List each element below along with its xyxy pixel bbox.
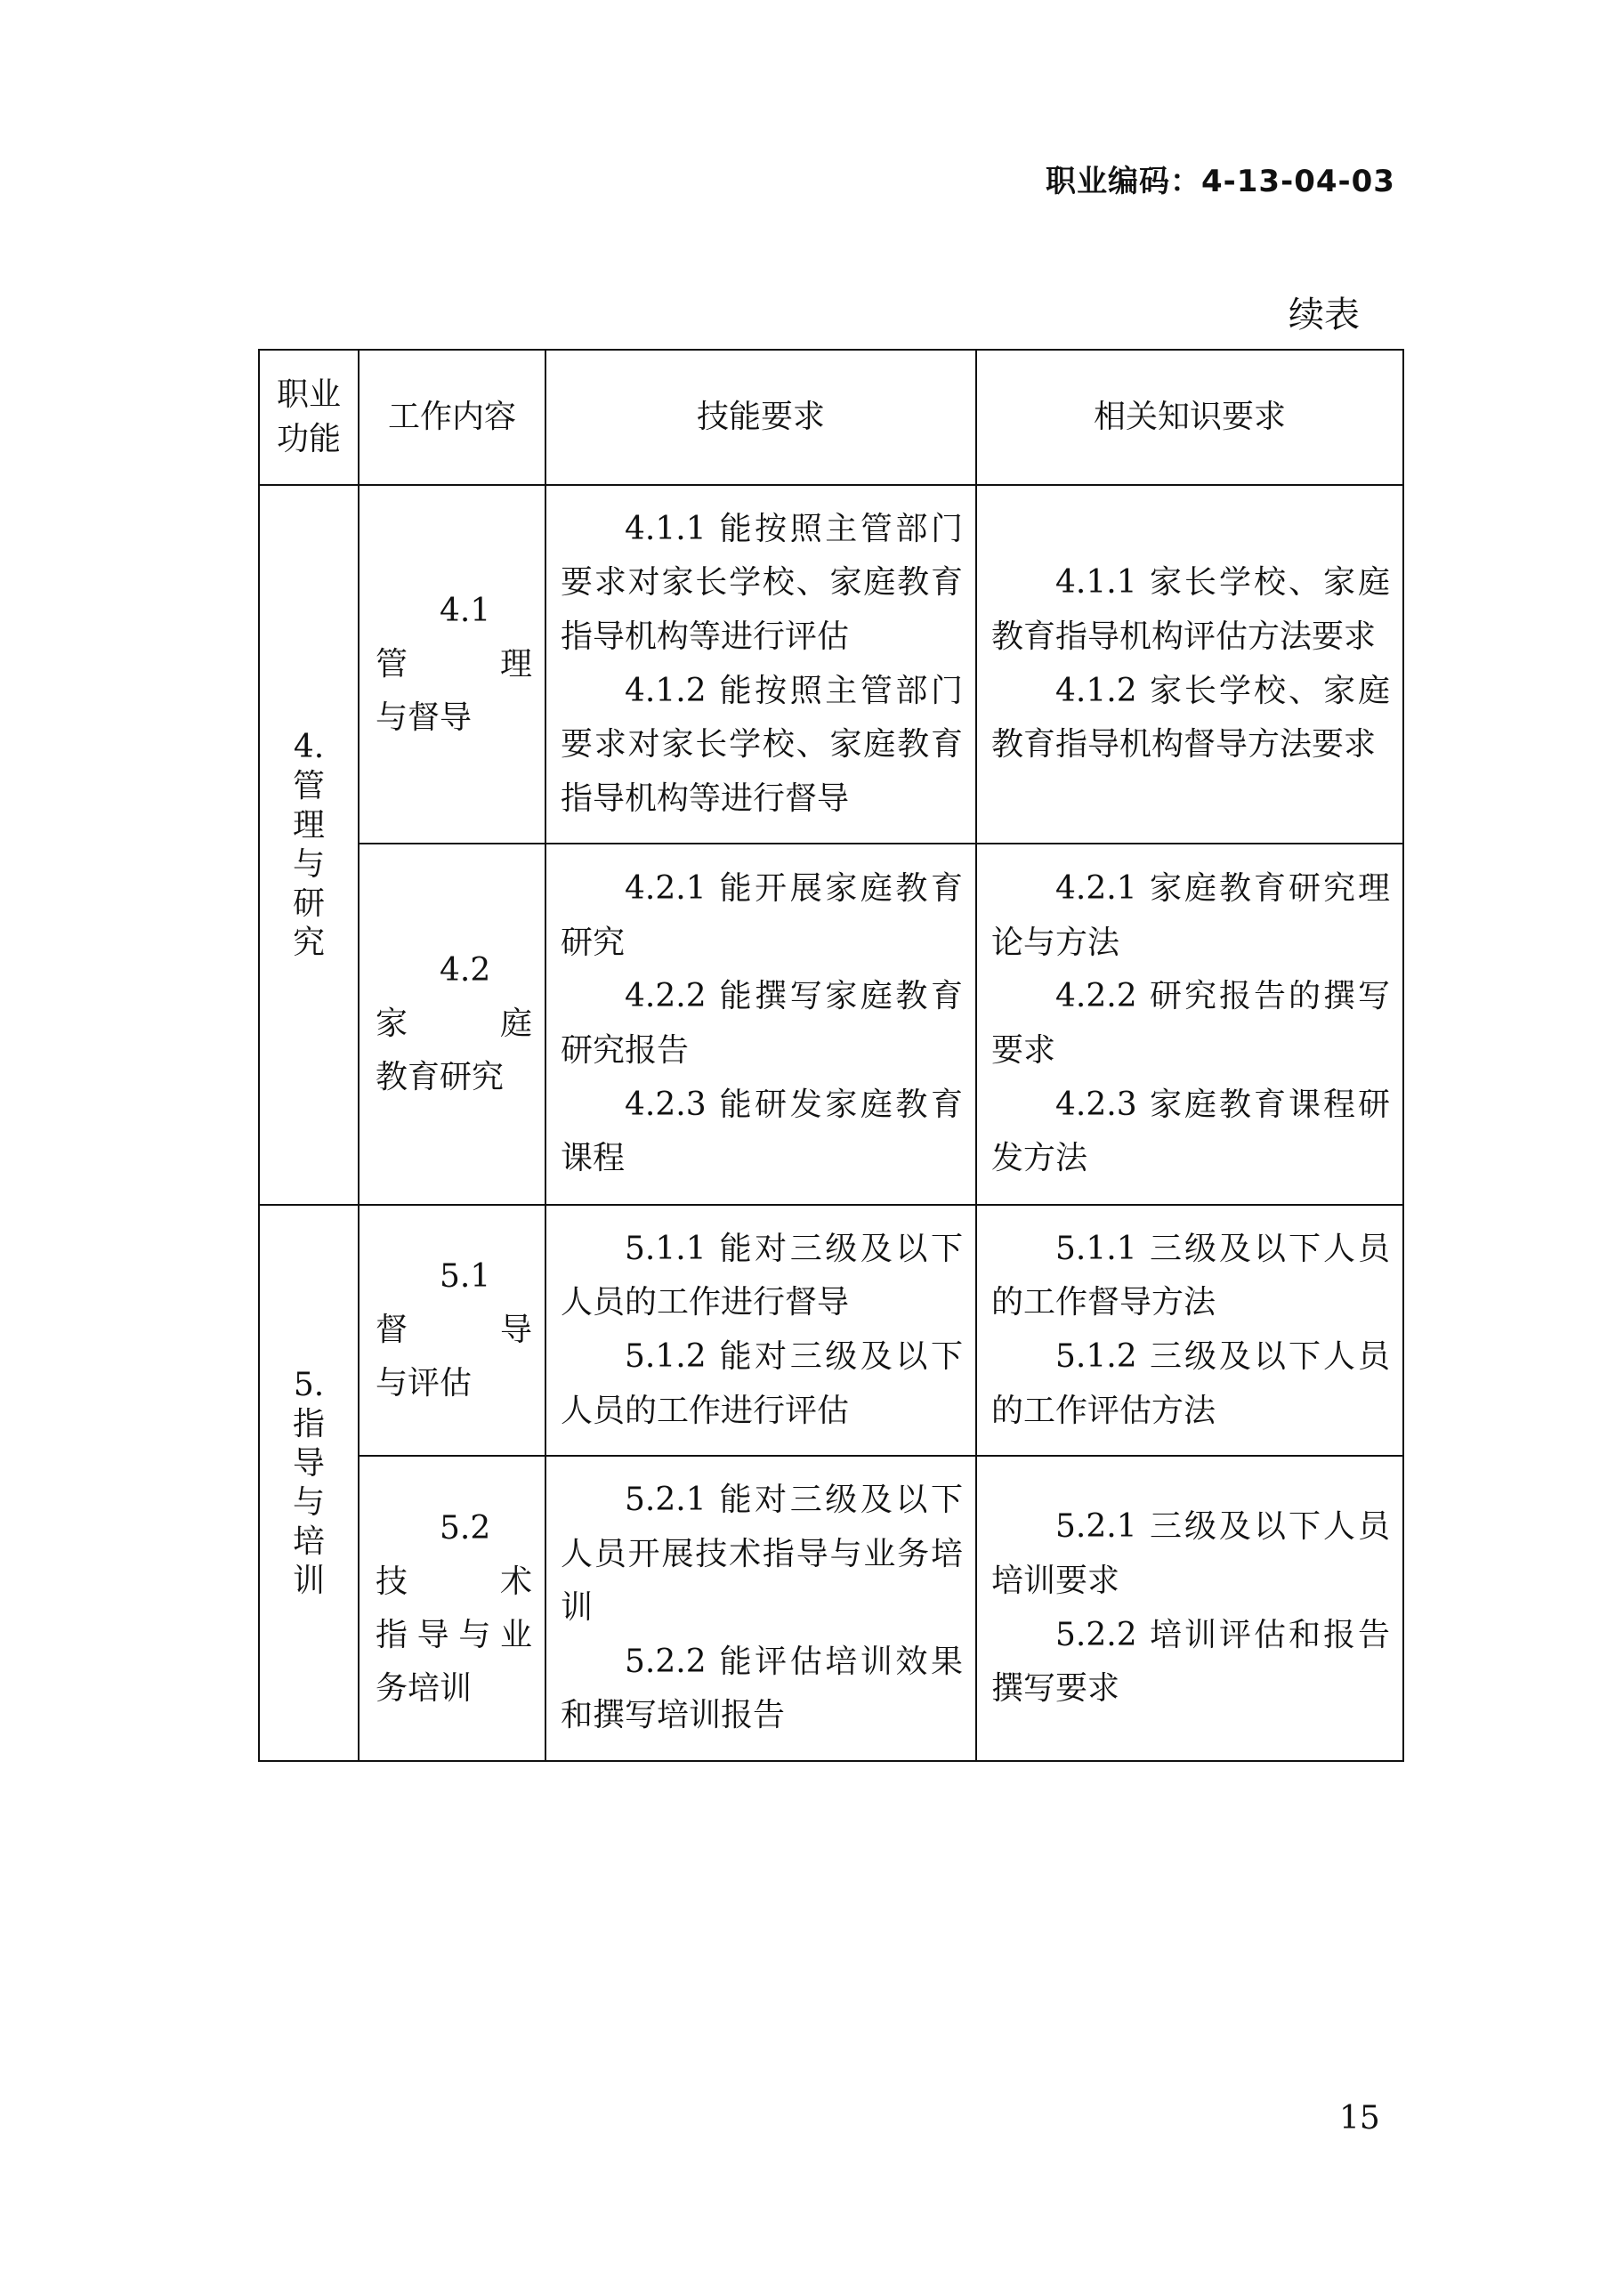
continued-label: 续表 xyxy=(1289,295,1360,335)
header-knowledge: 相关知识要求 xyxy=(976,350,1403,485)
table-row xyxy=(259,485,1403,844)
knowledge-item: 5.2.2 培训评估和报告撰写要求 xyxy=(991,1616,1390,1708)
table-header-row xyxy=(259,350,1403,485)
header-function: 职业功能 xyxy=(259,350,359,485)
work-content-cell: 5.2 技术 指导与业务培训 xyxy=(359,1456,545,1761)
skill-item: 5.1.2 能对三级及以下人员的工作进行评估 xyxy=(561,1338,963,1429)
skill-standard-table xyxy=(258,349,1404,1762)
work-content-cell: 4.2 家庭 教育研究 xyxy=(359,844,545,1205)
skill-item: 4.1.2 能按照主管部门要求对家长学校、家庭教育指导机构等进行督导 xyxy=(561,672,963,817)
skills-cell xyxy=(545,1456,976,1761)
knowledge-cell xyxy=(976,1205,1403,1456)
skill-item: 5.2.2 能评估培训效果和撰写培训报告 xyxy=(561,1643,963,1734)
knowledge-item: 4.2.2 研究报告的撰写要求 xyxy=(991,978,1390,1069)
function-cell: 4. 管 理 与 研 究 xyxy=(259,485,359,1205)
skills-cell xyxy=(545,1205,976,1456)
knowledge-item: 4.1.1 家长学校、家庭教育指导机构评估方法要求 xyxy=(991,564,1390,655)
occupation-code: 职业编码：4-13-04-03 xyxy=(1046,164,1395,199)
knowledge-item: 5.1.2 三级及以下人员的工作评估方法 xyxy=(991,1338,1390,1429)
header-content: 工作内容 xyxy=(359,350,545,485)
skill-item: 5.2.1 能对三级及以下人员开展技术指导与业务培训 xyxy=(561,1482,963,1627)
function-cell: 5. 指 导 与 培 训 xyxy=(259,1205,359,1761)
work-content-cell: 4.1 管理 与督导 xyxy=(359,485,545,844)
skill-item: 5.1.1 能对三级及以下人员的工作进行督导 xyxy=(561,1230,963,1321)
header-skills: 技能要求 xyxy=(545,350,976,485)
page-number: 15 xyxy=(1339,2100,1380,2137)
table-row xyxy=(259,844,1403,1205)
knowledge-item: 4.2.1 家庭教育研究理论与方法 xyxy=(991,870,1390,961)
knowledge-item: 4.1.2 家长学校、家庭教育指导机构督导方法要求 xyxy=(991,672,1390,763)
knowledge-cell xyxy=(976,485,1403,844)
knowledge-cell xyxy=(976,1456,1403,1761)
skill-item: 4.2.3 能研发家庭教育课程 xyxy=(561,1086,963,1177)
skill-item: 4.2.1 能开展家庭教育研究 xyxy=(561,870,963,961)
work-content-cell: 5.1 督导 与评估 xyxy=(359,1205,545,1456)
skills-cell xyxy=(545,844,976,1205)
knowledge-item: 4.2.3 家庭教育课程研发方法 xyxy=(991,1086,1390,1177)
skill-item: 4.1.1 能按照主管部门要求对家长学校、家庭教育指导机构等进行评估 xyxy=(561,510,963,655)
knowledge-item: 5.1.1 三级及以下人员的工作督导方法 xyxy=(991,1230,1390,1321)
knowledge-cell xyxy=(976,844,1403,1205)
skill-item: 4.2.2 能撰写家庭教育研究报告 xyxy=(561,978,963,1069)
knowledge-item: 5.2.1 三级及以下人员培训要求 xyxy=(991,1508,1390,1599)
skills-cell xyxy=(545,485,976,844)
table-row xyxy=(259,1456,1403,1761)
table-row xyxy=(259,1205,1403,1456)
